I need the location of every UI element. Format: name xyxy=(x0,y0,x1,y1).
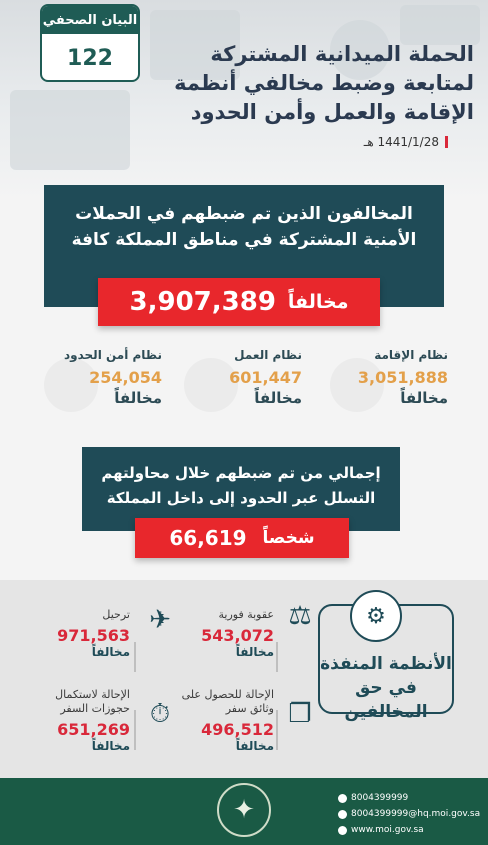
penalty-unit: مخالفاً xyxy=(235,739,274,753)
stat-residency xyxy=(318,348,448,407)
border-infiltration-box xyxy=(135,518,349,558)
ministry-emblem-icon: ✦ xyxy=(217,783,271,837)
stat-label: نظام أمن الحدود xyxy=(63,348,162,362)
headline-line-2: لمتابعة وضبط مخالفي أنظمة xyxy=(174,71,474,95)
penalty-label: الإحالة للحصول على وثائق سفر xyxy=(181,688,274,715)
website-text: www.moi.gov.sa xyxy=(351,825,424,835)
penalty-value: 496,512 xyxy=(201,720,274,739)
date-marker xyxy=(445,136,448,148)
booking-icon: ⏱ xyxy=(149,698,171,729)
systems-title xyxy=(318,652,454,724)
penalty-value: 651,269 xyxy=(57,720,130,739)
airplane-icon: ✈ xyxy=(149,605,171,635)
press-release-badge xyxy=(40,4,140,82)
systems-title-line-1: الأنظمة المنفذة xyxy=(320,654,452,674)
stat-border-security xyxy=(32,348,162,407)
total-panel-line-2: الأمنية المشتركة في مناطق المملكة كافة xyxy=(71,230,417,250)
divider xyxy=(276,710,278,750)
globe-icon xyxy=(338,826,347,835)
total-unit: مخالفاً xyxy=(287,291,349,313)
badge-label: البيان الصحفي xyxy=(42,6,138,34)
border-unit: شخصاً xyxy=(262,528,315,548)
phone-icon xyxy=(338,794,347,803)
border-panel-line-1: إجمالي من تم ضبطهم خلال محاولتهم xyxy=(101,464,381,482)
headline-line-1: الحملة الميدانية المشتركة xyxy=(210,42,474,66)
documents-icon: ❐ xyxy=(288,699,312,729)
date xyxy=(364,135,448,149)
stat-unit: مخالفاً xyxy=(114,389,162,407)
penalty-value: 543,072 xyxy=(201,626,274,645)
stat-value: 254,054 xyxy=(89,368,162,387)
penalty-value: 971,563 xyxy=(57,626,130,645)
divider xyxy=(276,642,278,672)
penalty-travel-bookings xyxy=(14,688,130,753)
stat-value: 3,051,888 xyxy=(357,368,448,387)
gear-document-icon: ⚙ xyxy=(350,590,402,642)
stat-label: نظام الإقامة xyxy=(374,348,448,362)
divider xyxy=(134,642,136,672)
contact-phone[interactable] xyxy=(338,790,484,806)
gavel-icon: ⚖ xyxy=(288,601,312,631)
penalty-unit: مخالفاً xyxy=(91,645,130,659)
stat-labor xyxy=(172,348,302,407)
penalty-label: عقوبة فورية xyxy=(218,608,274,621)
email-text: 8004399999@hq.moi.gov.sa xyxy=(351,809,481,819)
border-value: 66,619 xyxy=(169,526,247,550)
stat-unit: مخالفاً xyxy=(400,389,448,407)
stat-value: 601,447 xyxy=(229,368,302,387)
total-value: 3,907,389 xyxy=(129,287,276,317)
border-panel-line-2: التسلل عبر الحدود إلى داخل المملكة xyxy=(106,489,376,507)
contact-email[interactable] xyxy=(338,806,484,822)
total-panel-line-1: المخالفون الذين تم ضبطهم في الحملات xyxy=(75,204,413,224)
divider xyxy=(134,710,136,750)
penalty-deportation xyxy=(14,608,130,659)
headline xyxy=(154,40,474,127)
penalty-label: ترحيل xyxy=(102,608,130,621)
stat-label: نظام العمل xyxy=(234,348,302,362)
penalty-unit: مخالفاً xyxy=(91,739,130,753)
stat-unit: مخالفاً xyxy=(254,389,302,407)
phone-text: 8004399999 xyxy=(351,793,409,803)
headline-line-3: الإقامة والعمل وأمن الحدود xyxy=(190,100,474,124)
date-text: 1441/1/28 هـ xyxy=(363,135,439,149)
email-icon xyxy=(338,810,347,819)
penalty-label: الإحالة لاستكمال حجوزات السفر xyxy=(55,688,130,715)
badge-number: 122 xyxy=(67,45,113,71)
contact-info xyxy=(338,790,484,838)
total-violators-box xyxy=(98,278,380,326)
contact-website[interactable] xyxy=(338,822,484,838)
penalty-unit: مخالفاً xyxy=(235,645,274,659)
systems-title-line-2: في حق المخالفين xyxy=(344,678,428,722)
